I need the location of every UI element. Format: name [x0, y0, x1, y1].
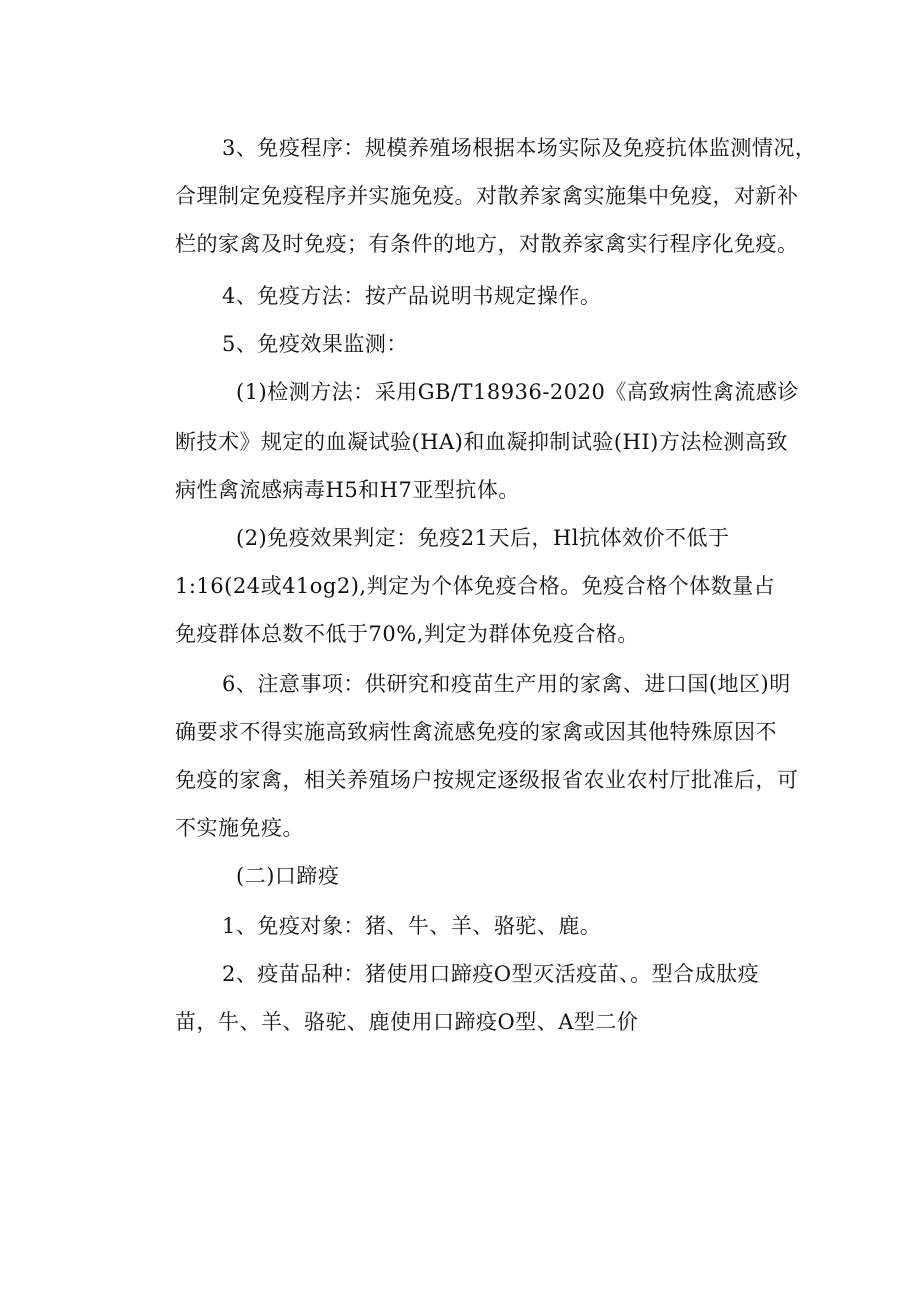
paragraph-detection-method-line-1: (1)检测方法：采用GB/T18936-2020《高致病性禽流感诊 — [236, 380, 799, 404]
paragraph-efficacy-judgement-line-2: 1:16(24或41og2),判定为个体免疫合格。免疫合格个体数量占 — [175, 574, 776, 598]
paragraph-efficacy-judgement-line-1: (2)免疫效果判定：免疫21天后，Hl抗体效价不低于 — [236, 526, 730, 550]
paragraph-immunization-method-line-1: 4、免疫方法：按产品说明书规定操作。 — [222, 284, 602, 308]
paragraph-detection-method-line-3: 病性禽流感病毒H5和H7亚型抗体。 — [175, 478, 520, 502]
paragraph-precautions-line-4: 不实施免疫。 — [175, 816, 304, 840]
section-heading-fmd: (二)口蹄疫 — [236, 864, 340, 888]
paragraph-precautions-line-3: 免疫的家禽，相关养殖场户按规定逐级报省农业农村厅批准后，可 — [175, 768, 799, 792]
paragraph-efficacy-monitoring-line-1: 5、免疫效果监测： — [222, 332, 408, 356]
paragraph-precautions-line-2: 确要求不得实施高致病性禽流感免疫的家禽或因其他特殊原因不 — [175, 720, 777, 744]
paragraph-immunization-procedure-line-3: 栏的家禽及时免疫；有条件的地方，对散养家禽实行程序化免疫。 — [175, 232, 799, 256]
paragraph-immunization-procedure-line-2: 合理制定免疫程序并实施免疫。对散养家禽实施集中免疫，对新补 — [175, 184, 799, 208]
paragraph-immunization-procedure-line-1: 3、免疫程序：规模养殖场根据本场实际及免疫抗体监测情况， — [222, 136, 817, 160]
paragraph-detection-method-line-2: 断技术》规定的血凝试验(HA)和血凝抑制试验(HI)方法检测高致 — [175, 430, 788, 454]
paragraph-efficacy-judgement-line-3: 免疫群体总数不低于70%,判定为群体免疫合格。 — [175, 622, 639, 646]
paragraph-fmd-vaccines-line-1: 2、疫苗品种：猪使用口蹄疫O型灭活疫苗、。型合成肽疫 — [222, 962, 760, 986]
paragraph-precautions-line-1: 6、注意事项：供研究和疫苗生产用的家禽、进口国(地区)明 — [222, 672, 791, 696]
paragraph-fmd-targets-line-1: 1、免疫对象：猪、牛、羊、骆驼、鹿。 — [222, 914, 602, 938]
paragraph-fmd-vaccines-line-2: 苗，牛、羊、骆驼、鹿使用口蹄疫O型、A型二价 — [175, 1010, 639, 1034]
